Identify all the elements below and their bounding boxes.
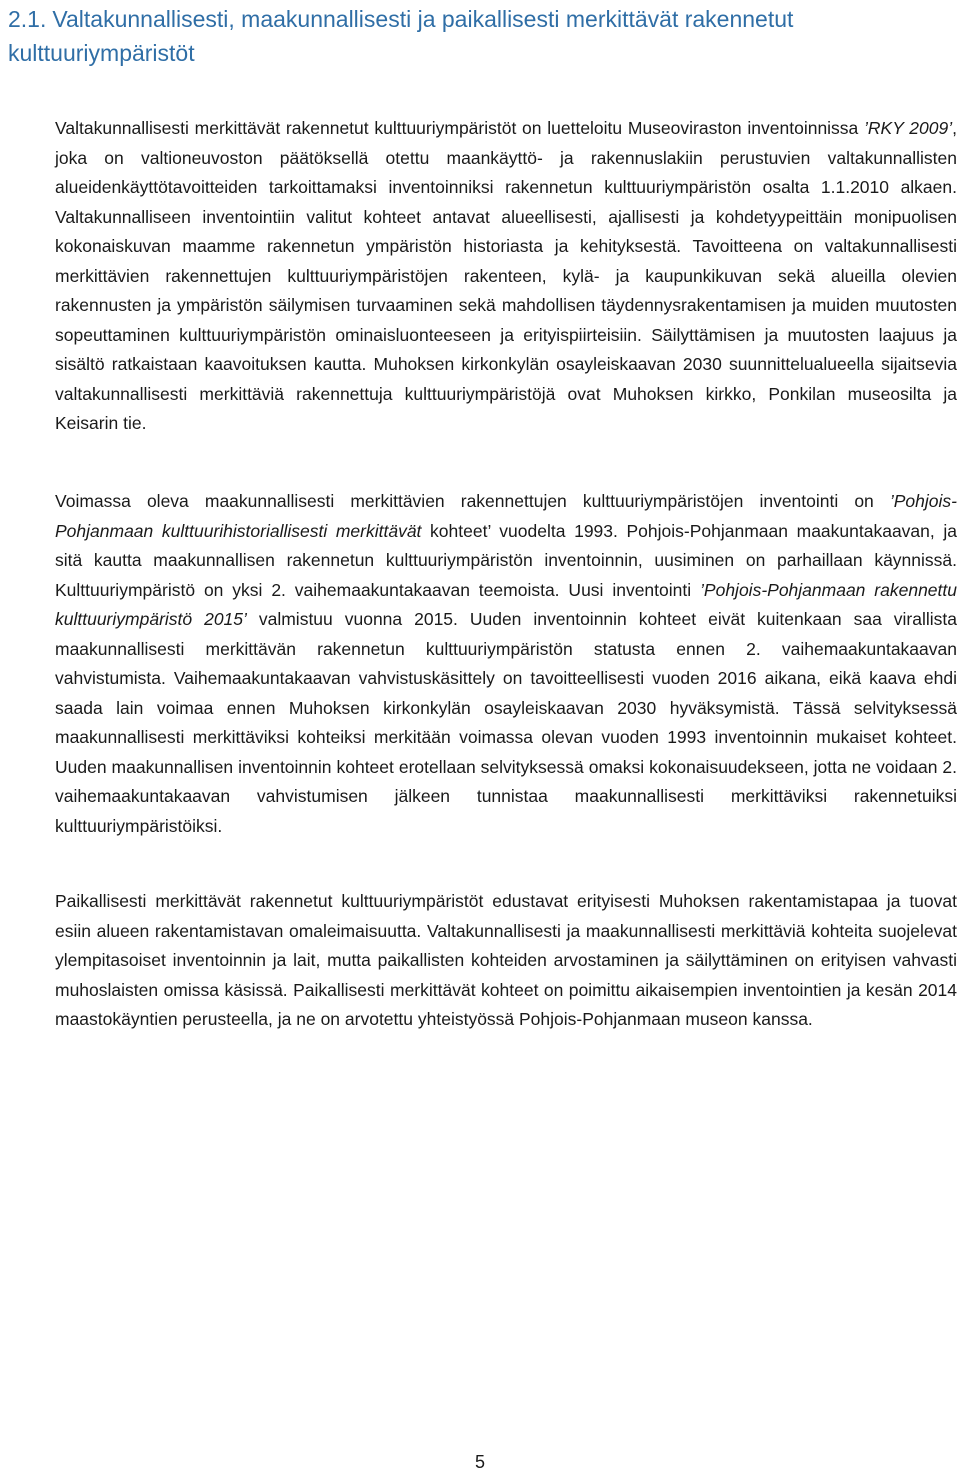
section-heading [8, 2, 933, 70]
section-title: Valtakunnallisesti, maakunnallisesti ja paikallisesti merkittävät rakennetut kulttuuriympäristöt [8, 6, 794, 66]
paragraph-text: Voimassa oleva maakunnallisesti merkittävien rakennettujen kulttuuriympäristöjen inventointi on [55, 491, 890, 511]
italic-reference: ’Pohjois-Pohjanmaan kulttuurihistoriallisesti merkittävät [55, 491, 957, 541]
paragraph-maakunnallinen [55, 487, 957, 841]
paragraph-text: kohteet’ vuodelta 1993. Pohjois-Pohjanmaan maakuntakaavan, ja sitä kautta maakunnallisen rakennetun kulttuuriympäristön inventoinnin, uusiminen on parhaillaan käynnissä. Kulttuuriympäristö on yksi 2. vaihemaakuntakaavan teemoista. Uusi inventointi [55, 520, 957, 600]
italic-reference: ’Pohjois-Pohjanmaan rakennettu kulttuuriympäristö 2015’ [55, 579, 957, 629]
paragraph-text: valmistuu vuonna 2015. Uuden inventoinnin kohteet eivät kuitenkaan saa virallista maakunnallisesti merkittävän rakennetun kulttuuriympäristön statusta ennen 2. vaihemaakuntakaavan vahvistumista. Vaihemaakuntakaavan vahvistuskäsittely on tavoitteellisesti vuoden 2016 aikana, eikä kaava ehdi saada lain voimaa ennen Muhoksen kirkonkylän osayleiskaavan 2030 hyväksymistä. Tässä selvityksessä maakunnallisesti merkittäviksi kohteiksi merkitään voimassa olevan vuoden 1993 inventoinnin mukaiset kohteet. Uuden maakunnallisen inventoinnin kohteet erotellaan selvityksessä omaksi kokonaisuudekseen, jotta ne voidaan 2. vaihemaakuntakaavan vahvistumisen jälkeen tunnistaa maakunnallisesti merkittäviksi rakennetuiksi kulttuuriympäristöiksi. [55, 609, 957, 836]
italic-reference: ’RKY 2009’ [864, 118, 953, 138]
paragraph-text: , joka on valtioneuvoston päätöksellä otettu maankäyttö- ja rakennuslakiin perustuvien valtakunnallisten alueidenkäyttötavoitteiden tarkoittamaksi inventoinniksi rakennetun kulttuuriympäristön osalta 1.1.2010 alkaen. Valtakunnalliseen inventointiin valitut kohteet antavat alueellisesti, ajallisesti ja kohdetyypeittäin monipuolisen kokonaiskuvan maamme rakennetun ympäristön historiasta ja kehityksestä. Tavoitteena on valtakunnallisesti merkittävien rakennettujen kulttuuriympäristöjen rakenteen, kylä- ja kaupunkikuvan sekä alueilla olevien rakennusten ja ympäristön säilymisen turvaaminen sekä mahdollisen täydennysrakentamisen ja muiden muutosten sopeuttaminen kulttuuriympäristön ominaisluonteeseen ja erityispiirteisiin. Säilyttämisen ja muutosten laajuus ja sisältö ratkaistaan kaavoituksen kautta. Muhoksen kirkonkylän osayleiskaavan 2030 suunnittelualueella sijaitsevia valtakunnallisesti merkittäviä rakennettuja kulttuuriympäristöjä ovat Muhoksen kirkko, Ponkilan museosilta ja Keisarin tie. [55, 118, 957, 433]
paragraph-paikallinen [55, 887, 957, 1035]
page-number: 5 [474, 1452, 485, 1472]
paragraph-text: Paikallisesti merkittävät rakennetut kulttuuriympäristöt edustavat erityisesti Muhoksen rakentamistapaa ja tuovat esiin alueen rakentamistavan omaleimaisuutta. Valtakunnallisesti ja maakunnallisesti merkittäviä kohteita suojelevat ylempitasoiset inventoinnin ja lait, mutta paikallisten kohteiden arvostaminen ja säilyttäminen on erityisen vahvasti muhoslaisten omissa käsissä. Paikallisesti merkittävät kohteet on poimittu aikaisempien inventointien ja kesän 2014 maastokäyntien perusteella, ja ne on arvotettu yhteistyössä Pohjois-Pohjanmaan museon kanssa. [55, 891, 957, 1029]
paragraph-rky [55, 114, 957, 439]
section-number: 2.1. [8, 6, 47, 32]
paragraph-text: Valtakunnallisesti merkittävät rakennetut kulttuuriympäristöt on luetteloitu Museoviraston inventoinnissa [55, 118, 865, 138]
